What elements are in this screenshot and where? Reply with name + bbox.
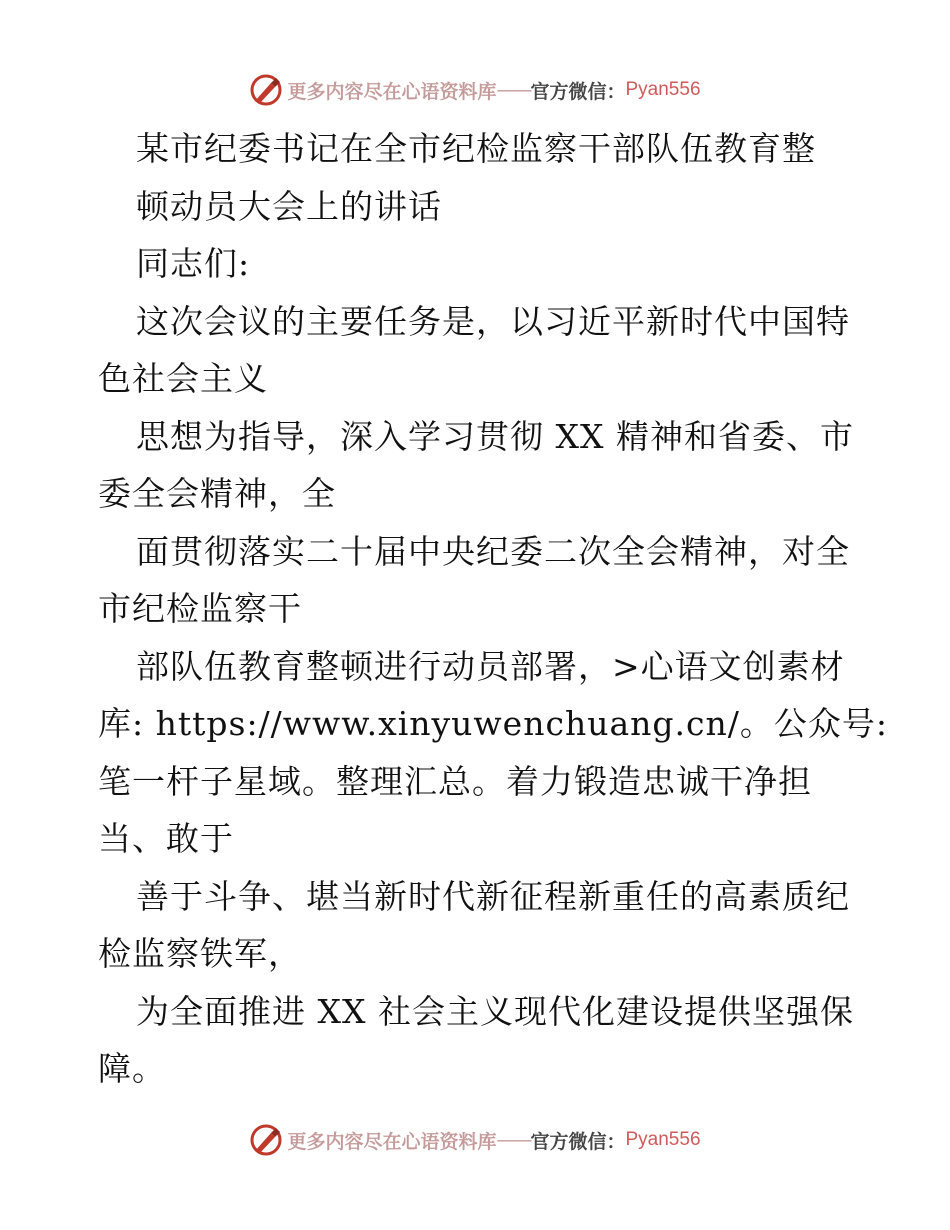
paragraph-line: 检监察铁军，	[98, 934, 302, 973]
banner-dash: ——	[496, 1129, 531, 1151]
pen-logo-icon	[249, 73, 283, 107]
salutation: 同志们:	[136, 244, 251, 283]
banner-wechat-id: Pyan556	[625, 79, 701, 100]
paragraph-line: 这次会议的主要任务是，以习近平新时代中国特	[136, 301, 850, 341]
paragraph-line: 面贯彻落实二十届中央纪委二次全会精神，对全	[136, 531, 850, 571]
title-line-1: 某市纪委书记在全市纪检监察干部队伍教育整	[136, 129, 816, 168]
document-body	[98, 120, 888, 1098]
paragraph-line: 思想为指导，深入学习贯彻 XX 精神和省委、市	[136, 416, 854, 456]
paragraph-line: 色社会主义	[98, 359, 268, 398]
paragraph-line: 笔一杆子星域。整理汇总。着力锻造忠诚干净担	[98, 761, 812, 801]
banner-slogan: 更多内容尽在心语资料库	[287, 80, 497, 103]
banner-slogan: 更多内容尽在心语资料库	[287, 1130, 497, 1153]
paragraph-line: 善于斗争、堪当新时代新征程新重任的高素质纪	[136, 876, 850, 916]
paragraph-line: 委全会精神，全	[98, 474, 336, 513]
paragraph-line-url: 库: https://www.xinyuwenchuang.cn/。公众号:	[98, 704, 888, 743]
paragraph-line: 为全面推进 XX 社会主义现代化建设提供坚强保	[136, 991, 854, 1031]
paragraph-line: 障。	[98, 1049, 166, 1088]
pen-logo-icon	[249, 1123, 283, 1157]
paragraph-line: 市纪检监察干	[98, 589, 302, 628]
paragraph-line: 部队伍教育整顿进行动员部署，>心语文创素材	[136, 646, 845, 686]
banner-dash: ——	[496, 79, 531, 101]
title-line-2: 顿动员大会上的讲话	[136, 186, 442, 226]
banner-wechat-id: Pyan556	[625, 1129, 701, 1150]
banner-wechat-label: 官方微信：	[530, 80, 626, 103]
header-banner	[0, 70, 950, 110]
footer-banner	[0, 1120, 950, 1160]
paragraph-line: 当、敢于	[98, 819, 234, 858]
banner-wechat-label: 官方微信：	[530, 1130, 626, 1153]
